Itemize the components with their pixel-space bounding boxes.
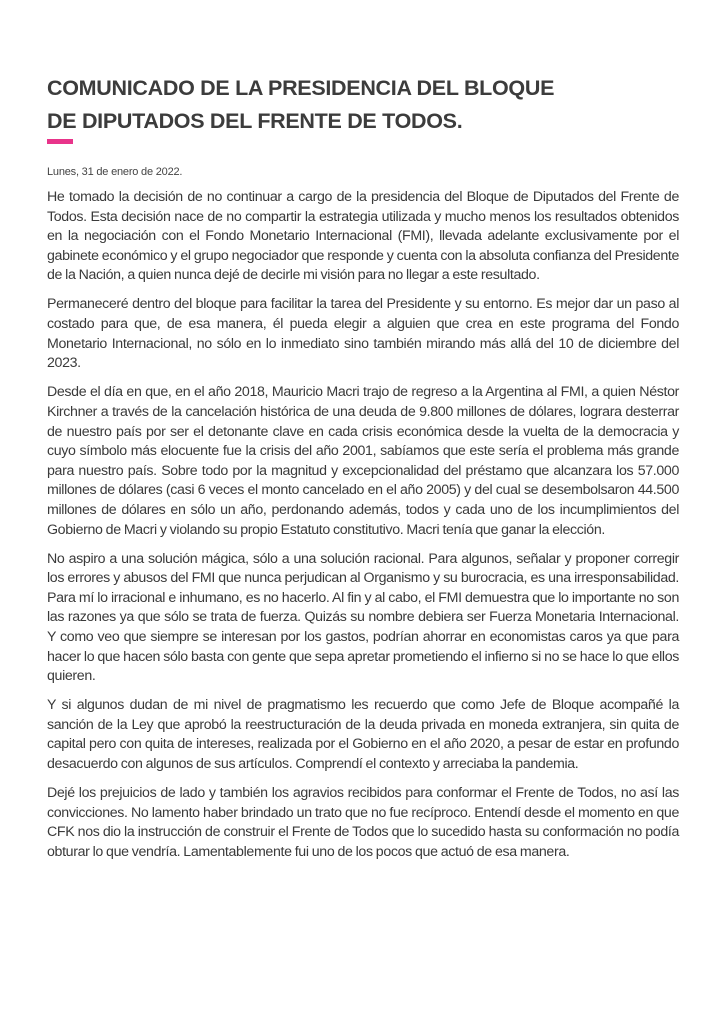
accent-divider (47, 139, 73, 144)
title-line-2: DE DIPUTADOS DEL FRENTE DE TODOS. (47, 109, 463, 133)
paragraph-6: Dejé los prejuicios de lado y también los agravios recibidos para conformar el Frente de Todos, no así las convicciones. No lamento haber brindado un trato que no fue recíproco. Entendí desde el momento en que CFK nos dio la instrucción de construir el Frente de Todos que lo sucedido hasta su conformación no podía obturar lo que vendría. Lamentablemente fui uno de los pocos que actuó de esa manera. (47, 785, 679, 860)
page-title (47, 72, 679, 138)
paragraph-2: Permaneceré dentro del bloque para facilitar la tarea del Presidente y su entorno. Es mejor dar un paso al costado para que, de esa manera, él pueda elegir a alguien que crea en este programa del Fondo Monetario Internacional, no sólo en lo inmediato sino también mirando más allá del 10 de diciembre del 2023. (47, 296, 679, 372)
document-body (47, 188, 679, 872)
paragraph-1: He tomado la decisión de no continuar a cargo de la presidencia del Bloque de Diputados del Frente de Todos. Esta decisión nace de no compartir la estrategia utilizada y mucho menos los resultados obtenidos en la negociación con el Fondo Monetario Internacional (FMI), llevada adelante exclusivamente por el gabinete económico y el grupo negociador que responde y cuenta con la absoluta confianza del Presidente de la Nación, a quien nunca dejé de decirle mi visión para no llegar a este resultado. (47, 189, 679, 284)
paragraph-4: No aspiro a una solución mágica, sólo a una solución racional. Para algunos, señalar y proponer corregir los errores y abusos del FMI que nunca perjudican al Organismo y su burocracia, es una irresponsabilidad. Para mí lo irracional e inhumano, es no hacerlo. Al fin y al cabo, el FMI demuestra que lo importante no son las razones ya que sólo se trata de fuerza. Quizás su nombre debiera ser Fuerza Monetaria Internacional. Y como veo que siempre se interesan por los gastos, podrían ahorrar en economistas caros ya que para hacer lo que hacen sólo basta con gente que sepa apretar prometiendo el infierno si no se hace lo que ellos quieren. (47, 550, 679, 685)
date-line: Lunes, 31 de enero de 2022. (47, 166, 183, 178)
title-line-1: COMUNICADO DE LA PRESIDENCIA DEL BLOQUE (47, 76, 555, 100)
paragraph-3: Desde el día en que, en el año 2018, Mauricio Macri trajo de regreso a la Argentina al FMI, a quien Néstor Kirchner a través de la cancelación histórica de una deuda de 9.800 millones de dólares, lograra desterrar de nuestro país por ser el detonante clave en cada crisis económica desde la vuelta de la democracia y cuyo símbolo más elocuente fue la crisis del año 2001, sabíamos que este sería el problema más grande para nuestro país. Sobre todo por la magnitud y excepcionalidad del préstamo que alcanzara los 57.000 millones de dólares (casi 6 veces el monto cancelado en el año 2005) y del cual se desembolsaron 44.500 millones de dólares en sólo un año, perdonando además, todos y cada uno de los incumplimientos del Gobierno de Macri y violando su propio Estatuto constitutivo. Macri tenía que ganar la elección. (47, 384, 679, 538)
paragraph-5: Y si algunos dudan de mi nivel de pragmatismo les recuerdo que como Jefe de Bloque acompañé la sanción de la Ley que aprobó la reestructuración de la deuda privada en moneda extranjera, sin quita de capital pero con quita de intereses, realizada por el Gobierno en el año 2020, a pesar de estar en profundo desacuerdo con algunos de sus artículos. Comprendí el contexto y arreciaba la pandemia. (47, 697, 679, 773)
